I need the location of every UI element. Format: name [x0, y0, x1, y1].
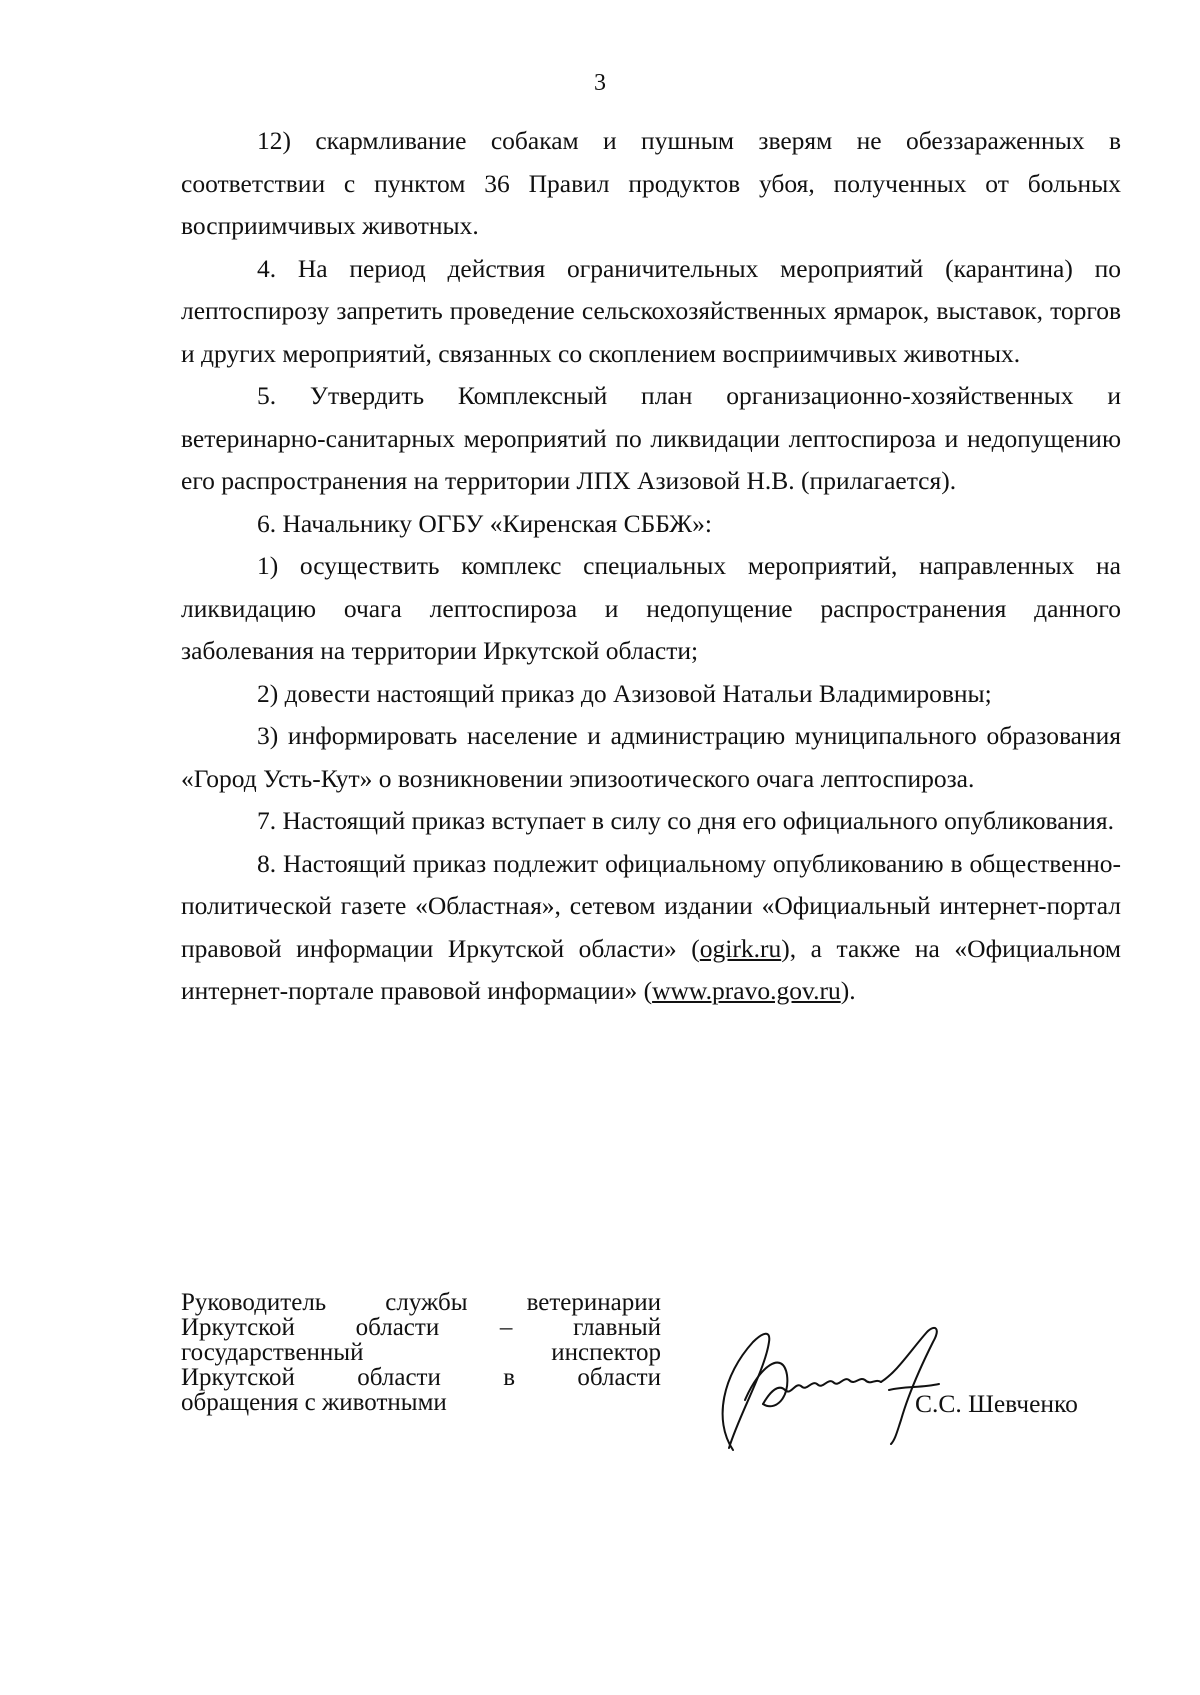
signatory-position [181, 1290, 661, 1415]
position-line-2 [181, 1315, 661, 1340]
position-word: обращения с животными [181, 1389, 447, 1416]
paragraph-7-effective-date: 7. Настоящий приказ вступает в силу со дня его официального опубликования. [257, 806, 1114, 835]
publication-text-middle: ), а также на «Официальном интернет-портале правовой информации» ( [181, 933, 1121, 1005]
position-word: ветеринарии [526, 1289, 661, 1316]
paragraph-6-1-measures: 1) осуществить комплекс специальных мероприятий, направленных на ликвидацию очага лептоспироза и недопущение распространения данного заболевания на территории Иркутской области; [181, 551, 1121, 665]
publication-text-start: 8. Настоящий приказ подлежит официальному опубликованию в общественно-политической газете «Областная», сетевом издании «Официальный интернет-портал правовой информации Иркутской области» ( [181, 848, 1121, 963]
paragraph-4-fairs-ban: 4. На период действия ограничительных мероприятий (карантина) по лептоспирозу запретить проведение сельскохозяйственных ярмарок, выставок, торгов и других мероприятий, связанных со скоплением восприимчивых животных. [181, 253, 1121, 368]
position-line-4 [181, 1365, 661, 1390]
position-word: государственный [181, 1339, 364, 1366]
paragraph-6-2-notify-owner: 2) довести настоящий приказ до Азизовой Натальи Владимировны; [257, 678, 992, 708]
paragraph-item-12: 12) скармливание собакам и пушным зверям не обеззараженных в соответствии с пунктом 36 Правил продуктов убоя, полученных от больных восприимчивых животных. [181, 126, 1121, 240]
position-word: Руководитель [181, 1289, 327, 1316]
page-number: 3 [594, 70, 606, 96]
position-word: службы [385, 1289, 468, 1316]
position-line-3 [181, 1340, 661, 1365]
ogirk-link[interactable]: ogirk.ru [699, 933, 782, 963]
paragraph-8-publication [181, 843, 1121, 1013]
position-line-1 [181, 1290, 661, 1315]
document-body [181, 120, 1121, 1013]
position-line-5 [181, 1390, 661, 1415]
position-word: главный [573, 1314, 661, 1341]
position-word: инспектор [551, 1339, 661, 1366]
paragraph-6-head-instructions: 6. Начальнику ОГБУ «Киренская СББЖ»: [257, 508, 712, 538]
position-word: области [355, 1314, 440, 1341]
paragraph-5-plan-approval: 5. Утвердить Комплексный план организационно-хозяйственных и ветеринарно-санитарных мероприятий по ликвидации лептоспироза и недопущению его распространения на территории ЛПХ Азизовой Н.В. (прилагается). [181, 381, 1121, 495]
signer-name: С.С. Шевченко [915, 1389, 1078, 1418]
position-word: в [503, 1364, 516, 1391]
position-word: Иркутской [181, 1364, 295, 1391]
publication-text-end: ). [840, 976, 856, 1005]
position-word: области [357, 1364, 441, 1391]
position-word: – [499, 1314, 513, 1341]
paragraph-6-3-inform-public: 3) информировать население и администрацию муниципального образования «Город Усть-Кут» о возникновении эпизоотического очага лептоспироза. [181, 721, 1121, 793]
pravo-gov-link[interactable]: www.pravo.gov.ru [652, 976, 841, 1005]
position-word: Иркутской [181, 1314, 295, 1341]
position-word: области [577, 1364, 661, 1391]
